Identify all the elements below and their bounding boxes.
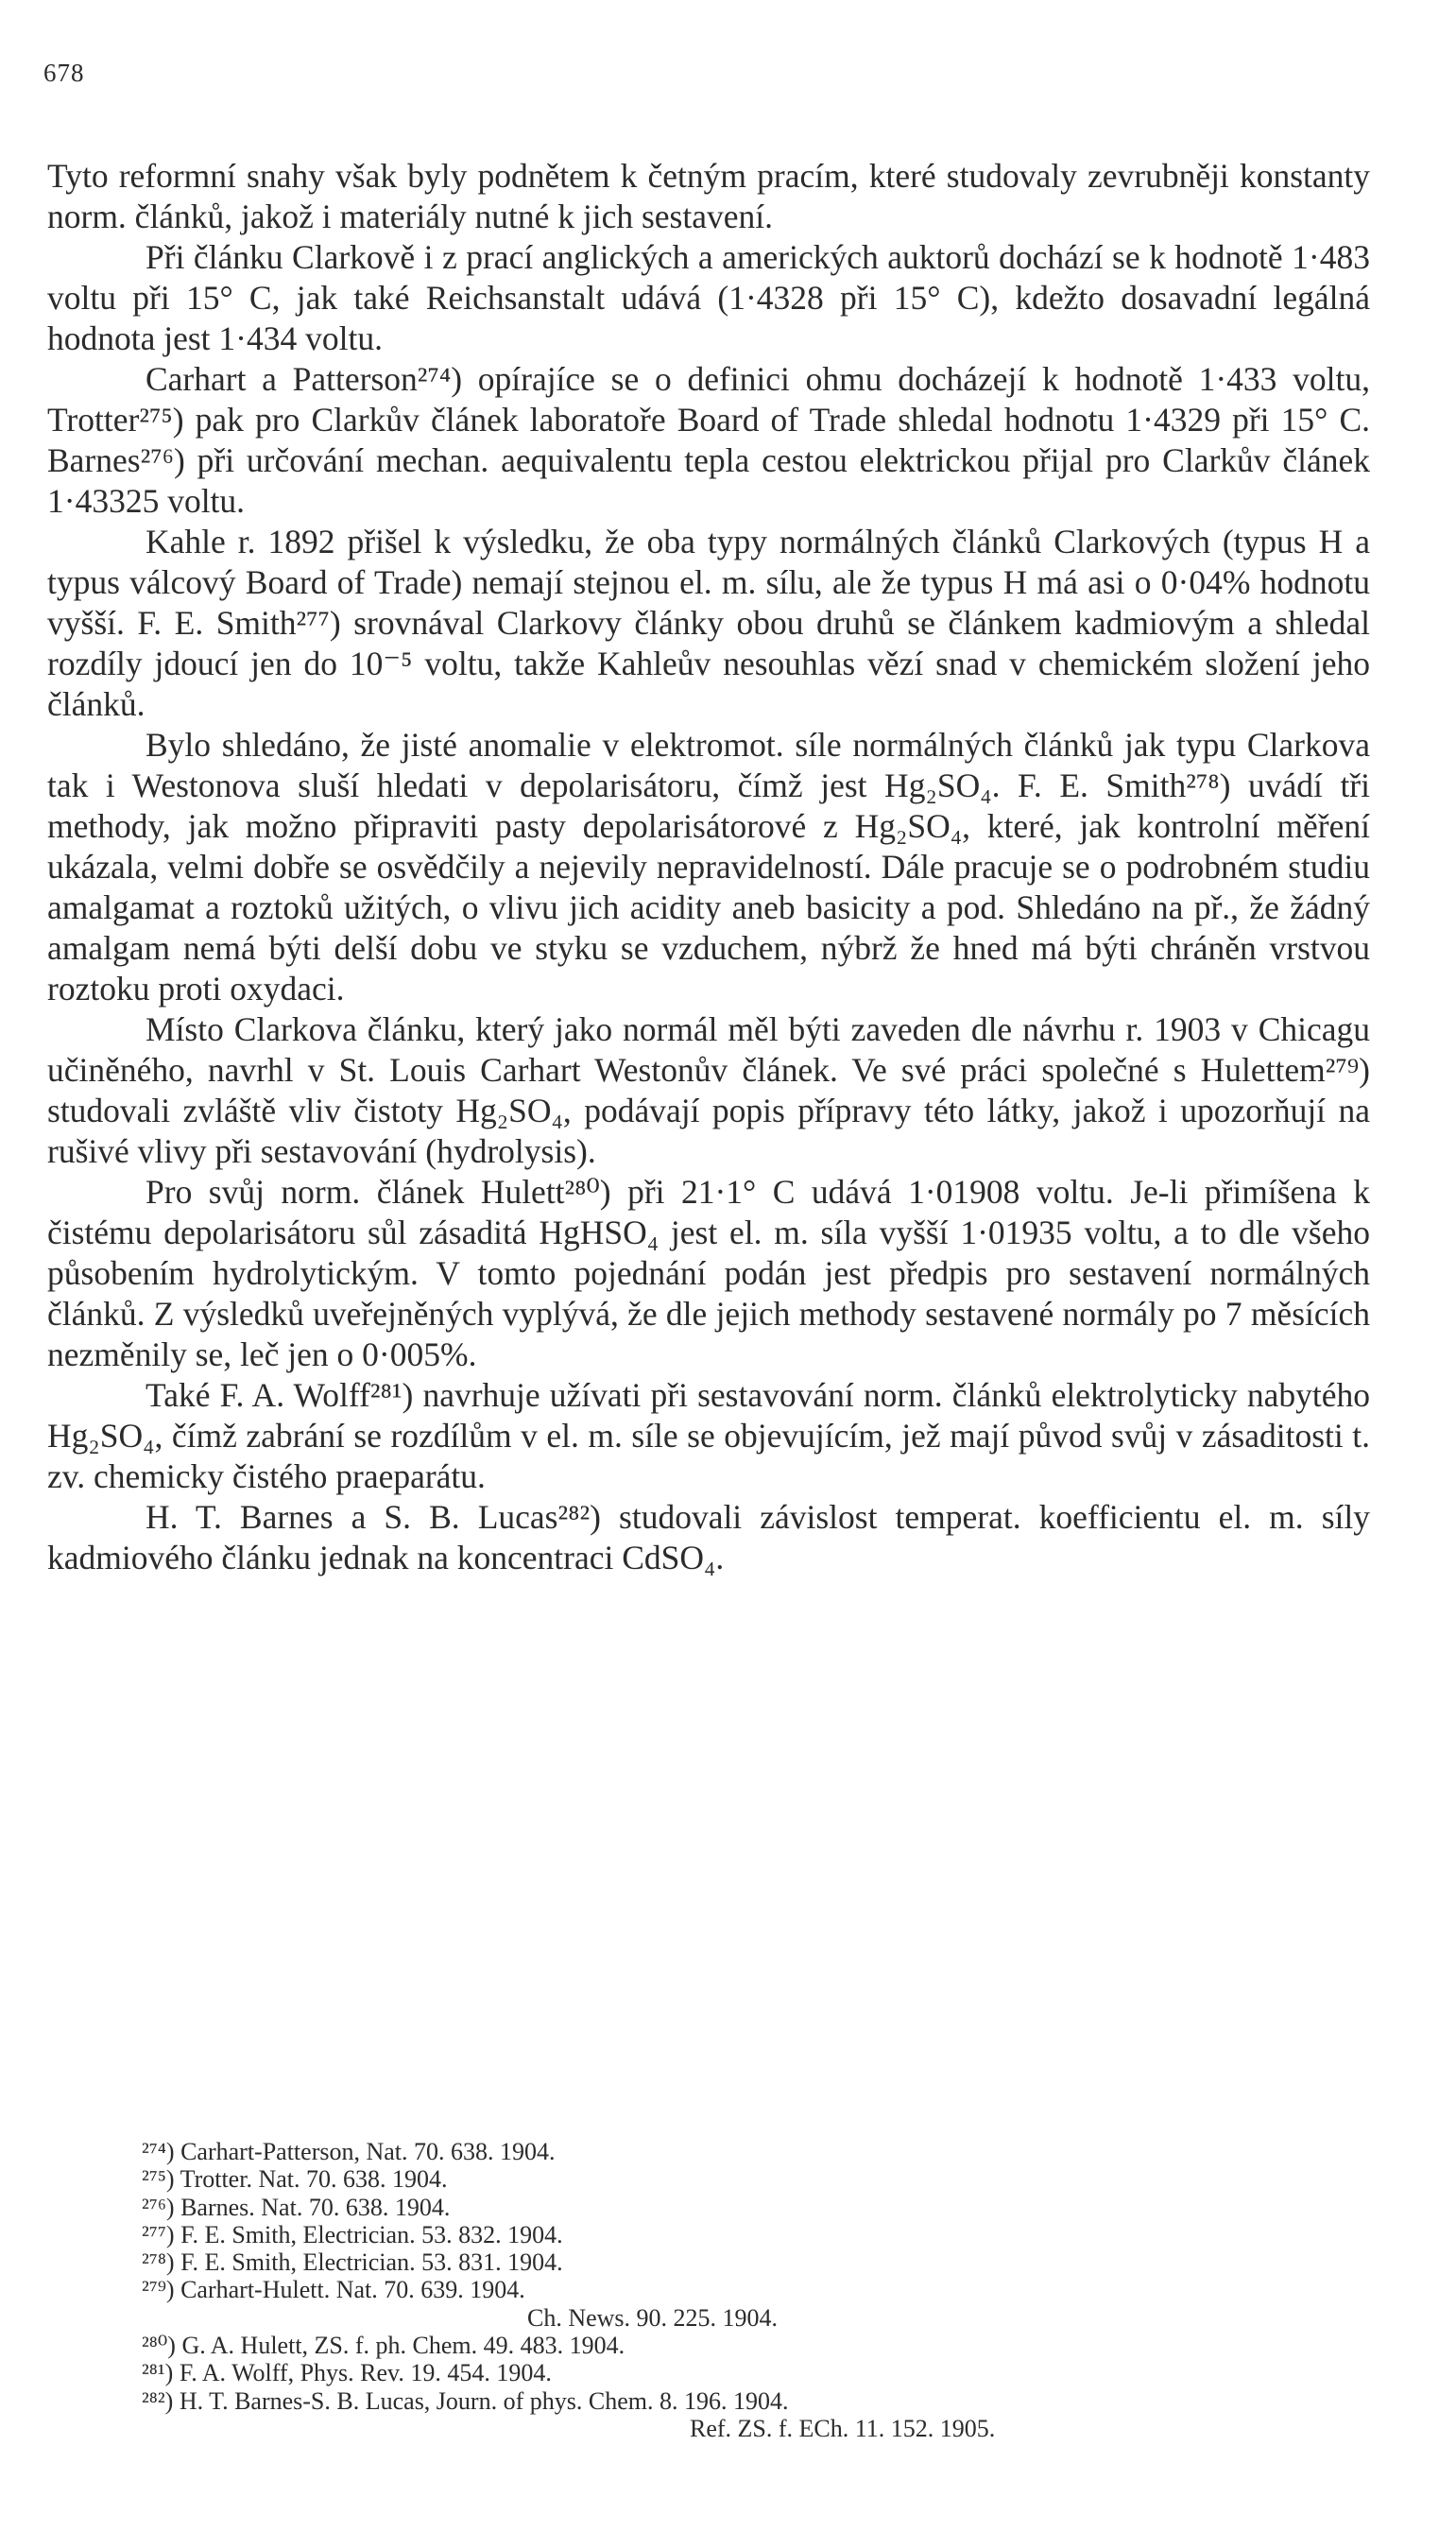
paragraph: Místo Clarkova článku, který jako normál měl býti zaveden dle návrhu r. 1903 v Chicagu učiněného, navrhl v St. Louis Carhart Westonův článek. Ve své práci společné s Hulettem²⁷⁹) studovali zvláště vliv čistoty Hg₂SO₄, podávají popis přípravy této látky, jakož i upozorňují na rušivé vlivy při sestavování (hydrolysis).: [47, 1010, 1370, 1170]
footnote: ²⁸²) H. T. Barnes-S. B. Lucas, Journ. of phys. Chem. 8. 196. 1904.: [142, 2386, 789, 2415]
footnote: ²⁷⁷) F. E. Smith, Electrician. 53. 832. 1904.: [142, 2220, 563, 2248]
footnotes: [142, 2138, 1323, 2442]
footnote: ²⁷⁴) Carhart-Patterson, Nat. 70. 638. 1904.: [142, 2138, 556, 2165]
paragraph: Bylo shledáno, že jisté anomalie v elektromot. síle normálných článků jak typu Clarkova tak i Westonova sluší hledati v depolarisátoru, čímž jest Hg₂SO₄. F. E. Smith²⁷⁸) uvádí tři methody, jak možno připraviti pasty depolarisátorové z Hg₂SO₄, které, jak kontrolní měření ukázala, velmi dobře se osvědčily a nejevily nepravidelností. Dále pracuje se o podrobném studiu amalgamat a roztoků užitých, o vlivu jich acidity aneb basicity a pod. Shledáno na př., že žádný amalgam nemá býti delší dobu ve styku se vzduchem, nýbrž že hned má býti chráněn vrstvou roztoku proti oxydaci.: [47, 726, 1370, 1008]
page-number: 678: [43, 59, 85, 87]
paragraph: Při článku Clarkově i z prací anglických a amerických auktorů dochází se k hodnotě 1·483 voltu při 15° C, jak také Reichsanstalt udává (1·4328 při 15° C), kdežto dosavadní legálná hodnota jest 1·434 voltu.: [47, 238, 1370, 357]
paragraph: Také F. A. Wolff²⁸¹) navrhuje užívati při sestavování norm. článků elektrolyticky nabytého Hg₂SO₄, čímž zabrání se rozdílům v el. m. síle se objevujícím, jež mají původ svůj v zásaditosti t. zv. chemicky čistého praeparátu.: [47, 1376, 1370, 1495]
footnote: ²⁸¹) F. A. Wolff, Phys. Rev. 19. 454. 1904.: [142, 2359, 552, 2387]
paragraph: Carhart a Patterson²⁷⁴) opírajíce se o definici ohmu docházejí k hodnotě 1·433 voltu, Trotter²⁷⁵) pak pro Clarkův článek laboratoře Board of Trade shledal hodnotu 1·4329 při 15° C. Barnes²⁷⁶) při určování mechan. aequivalentu tepla cestou elektrickou přijal pro Clarkův článek 1·43325 voltu.: [47, 360, 1370, 520]
paragraph: H. T. Barnes a S. B. Lucas²⁸²) studovali závislost temperat. koefficientu el. m. síly kadmiového článku jednak na koncentraci CdSO₄.: [47, 1498, 1370, 1576]
footnote: ²⁷⁸) F. E. Smith, Electrician. 53. 831. 1904.: [142, 2248, 563, 2277]
paragraph: Tyto reformní snahy však byly podnětem k četným pracím, které studovaly zevrubněji konstanty norm. článků, jakož i materiály nutné k jich sestavení.: [47, 157, 1370, 235]
paragraph: Kahle r. 1892 přišel k výsledku, že oba typy normálných článků Clarkových (typus H a typus válcový Board of Trade) nemají stejnou el. m. sílu, ale že typus H má asi o 0·04% hodnotu vyšší. F. E. Smith²⁷⁷) srovnával Clarkovy články obou druhů se článkem kadmiovým a shledal rozdíly jdoucí jen do 10⁻⁵ voltu, takže Kahleův nesouhlas vězí snad v chemickém složení jeho článků.: [47, 523, 1370, 723]
footnote: ²⁷⁹) Carhart-Hulett. Nat. 70. 639. 1904.: [142, 2276, 525, 2304]
footnote: ²⁷⁵) Trotter. Nat. 70. 638. 1904.: [142, 2165, 448, 2194]
footnote: ²⁷⁶) Barnes. Nat. 70. 638. 1904.: [142, 2193, 451, 2221]
footnote-continuation: Ch. News. 90. 225. 1904.: [527, 2303, 779, 2332]
footnote-continuation: Ref. ZS. f. ECh. 11. 152. 1905.: [690, 2414, 996, 2442]
footnote: ²⁸⁰) G. A. Hulett, ZS. f. ph. Chem. 49. 483. 1904.: [142, 2332, 625, 2360]
paragraph: Pro svůj norm. článek Hulett²⁸⁰) při 21·1° C udává 1·01908 voltu. Je-li přimíšena k čistému depolarisátoru sůl zásaditá HgHSO₄ jest el. m. síla vyšší 1·01935 voltu, a to dle všeho působením hydrolytickým. V tomto pojednání podán jest předpis pro sestavení normálných článků. Z výsledků uveřejněných vyplývá, že dle jejich methody sestavené normály po 7 měsících nezměnily se, leč jen o 0·005%.: [47, 1173, 1370, 1373]
body-text: [47, 156, 1370, 1578]
